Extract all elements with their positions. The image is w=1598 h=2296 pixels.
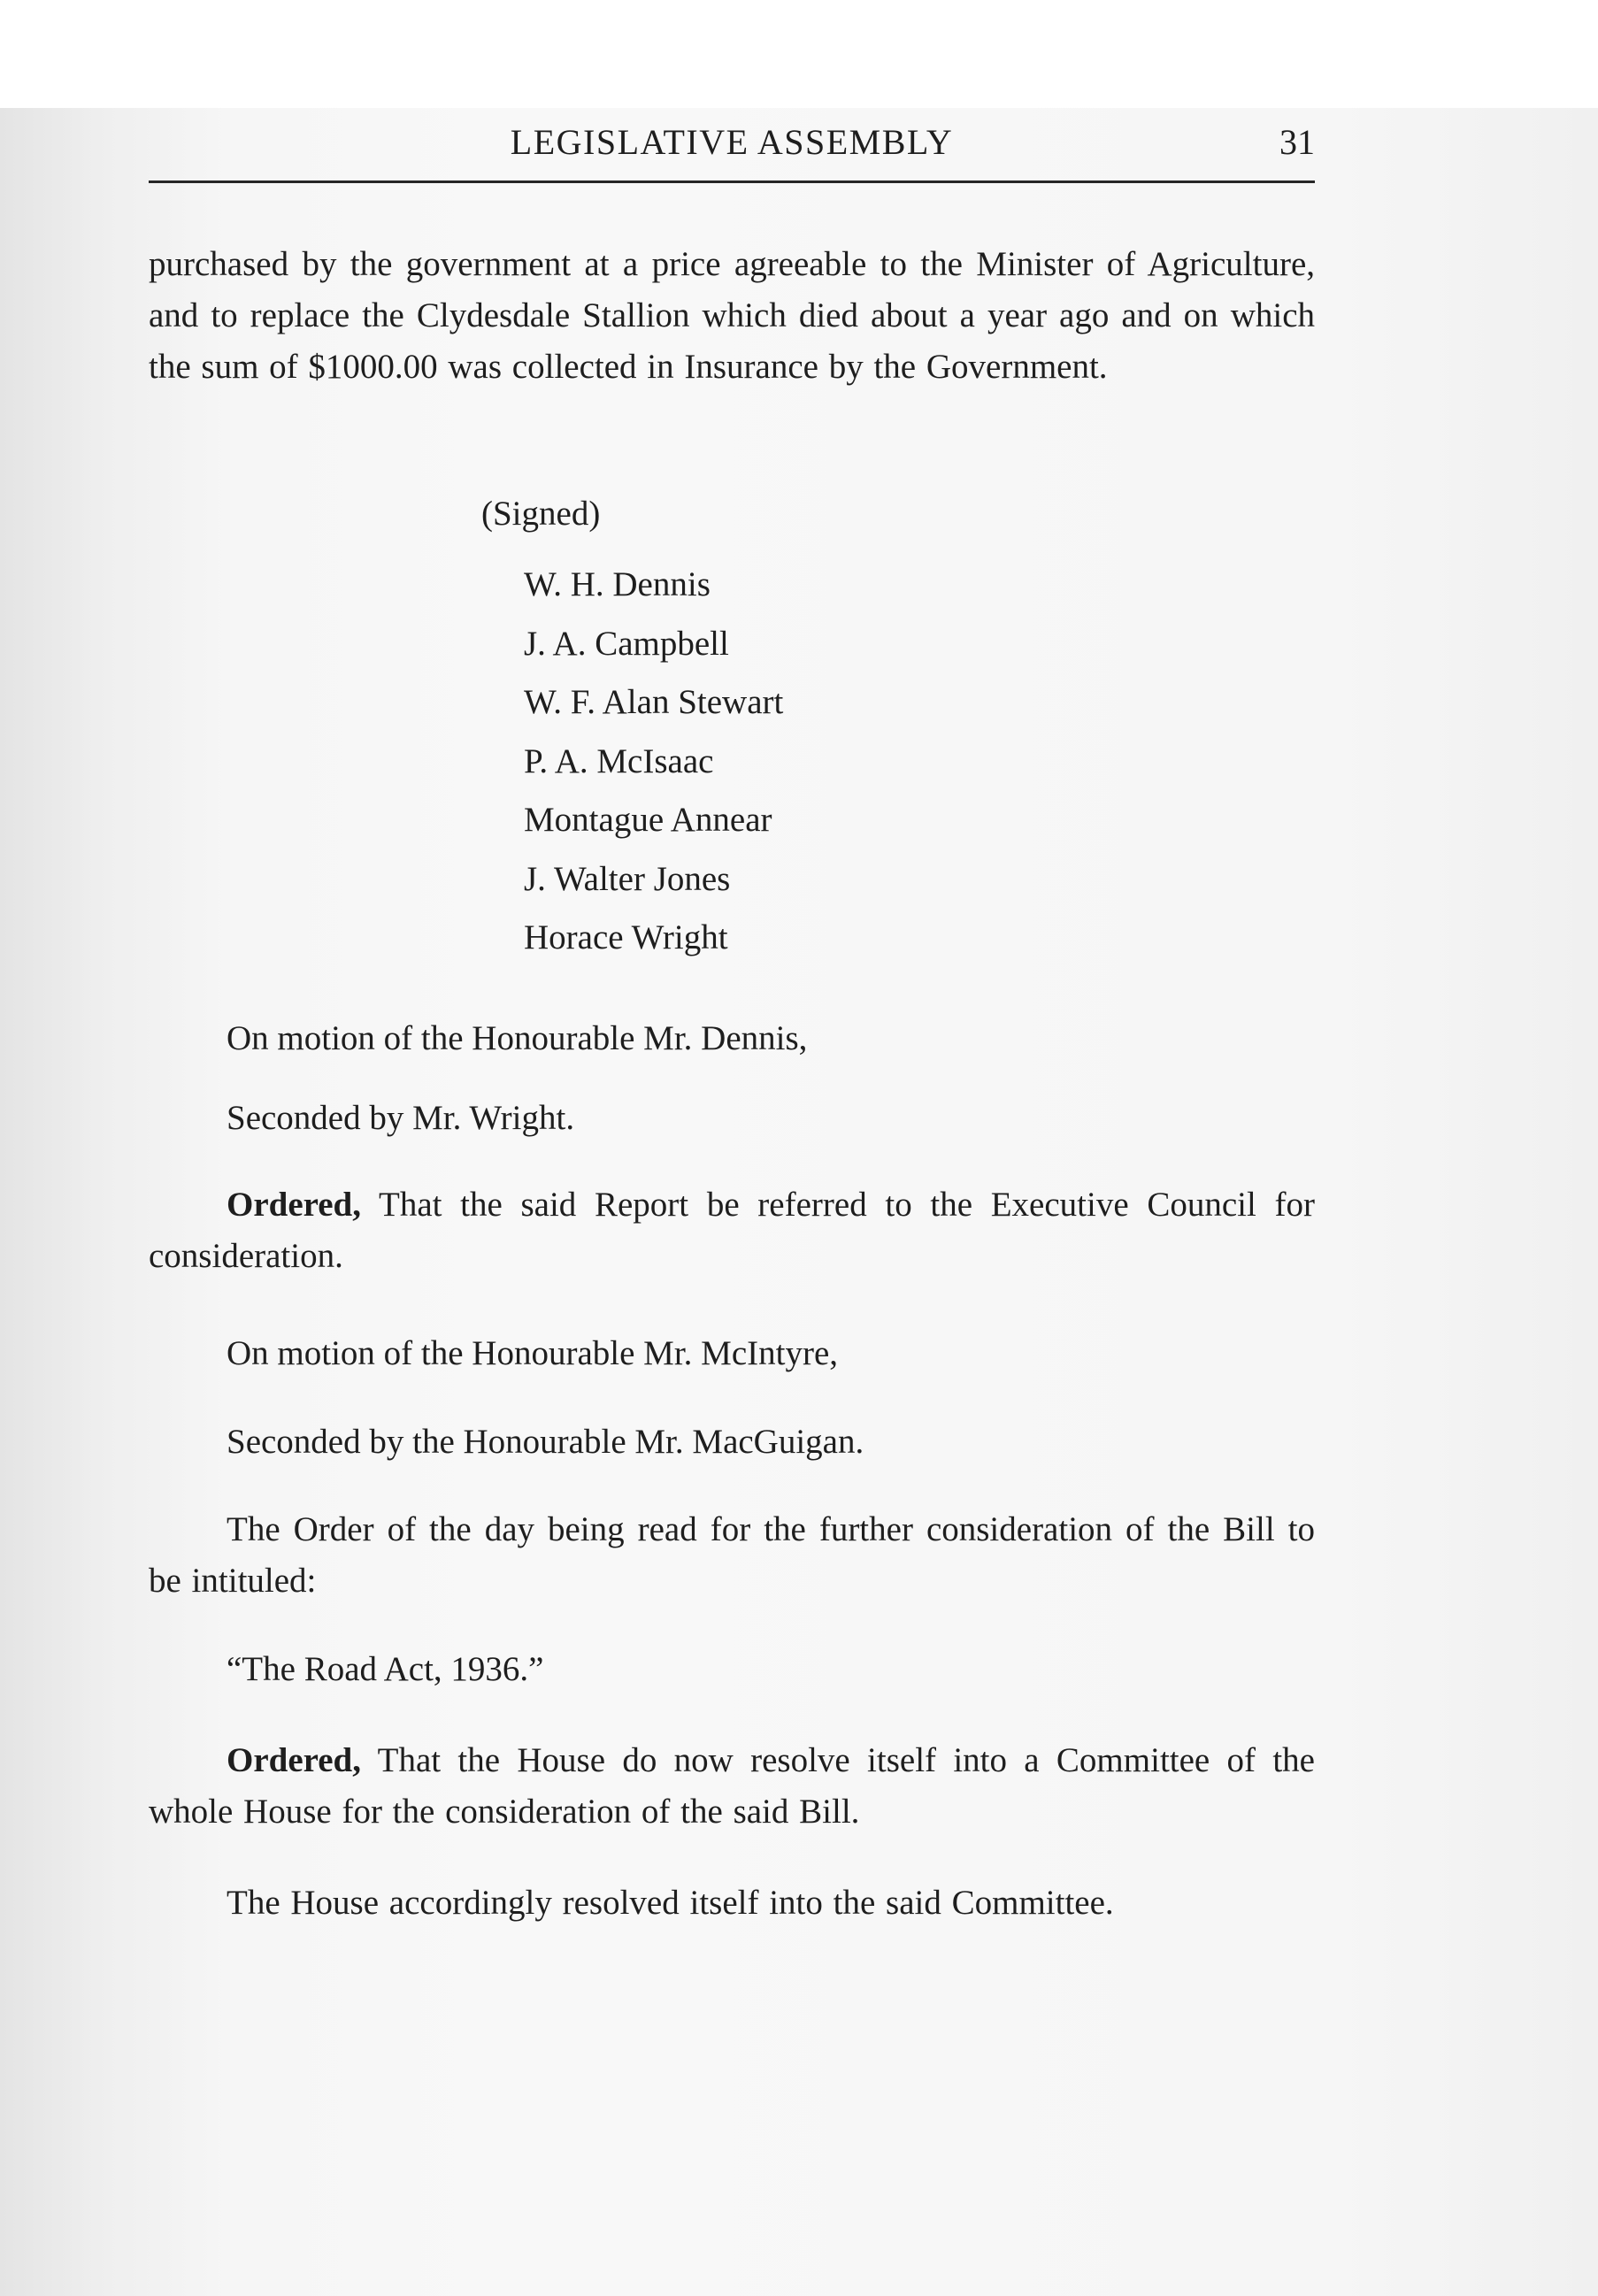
signatory-list (524, 559, 783, 971)
house-resolved: The House accordingly resolved itself into the said Committee. (227, 1884, 1114, 1922)
ordered-lead: Ordered, (227, 1741, 362, 1779)
header-rule (149, 180, 1315, 183)
signatory-name: J. Walter Jones (524, 859, 731, 898)
paragraph-report-conclusion: purchased by the government at a price agreeable to the Minister of Agriculture, and to replace the Clydesdale Stallion which died about a year ago and on which the sum of $1000.00 was collected in Insurance by the Government. (149, 245, 1315, 386)
signatory-name: W. F. Alan Stewart (524, 683, 784, 721)
order-of-the-day: The Order of the day being read for the further consideration of the Bill to be intituled: (149, 1510, 1315, 1600)
ordered-committee (149, 1735, 1315, 1838)
signatory-name: Horace Wright (524, 918, 728, 956)
signatory-name: Montague Annear (524, 801, 772, 839)
signatory-name: W. H. Dennis (524, 565, 711, 603)
signatory-name: P. A. McIsaac (524, 741, 714, 780)
motion-mover-mcintyre: On motion of the Honourable Mr. McIntyre, (227, 1334, 839, 1372)
motion-mover-dennis: On motion of the Honourable Mr. Dennis, (227, 1019, 808, 1057)
ordered-text: That the said Report be referred to the Executive Council for consideration. (149, 1186, 1315, 1275)
signatory-name: J. A. Campbell (524, 624, 729, 663)
bill-title: “The Road Act, 1936.” (227, 1650, 544, 1688)
signed-label: (Signed) (481, 495, 601, 533)
ordered-lead: Ordered, (227, 1186, 362, 1224)
motion-seconder-wright: Seconded by Mr. Wright. (227, 1099, 575, 1137)
running-head (149, 118, 1315, 171)
motion-seconder-macguigan: Seconded by the Honourable Mr. MacGuigan. (227, 1423, 864, 1461)
page-number: 31 (1279, 122, 1315, 162)
ordered-text: That the House do now resolve itself into a Committee of the whole House for the consideration of the said Bill. (149, 1741, 1315, 1831)
ordered-report-referred (149, 1179, 1315, 1282)
running-title: LEGISLATIVE ASSEMBLY (510, 122, 954, 162)
